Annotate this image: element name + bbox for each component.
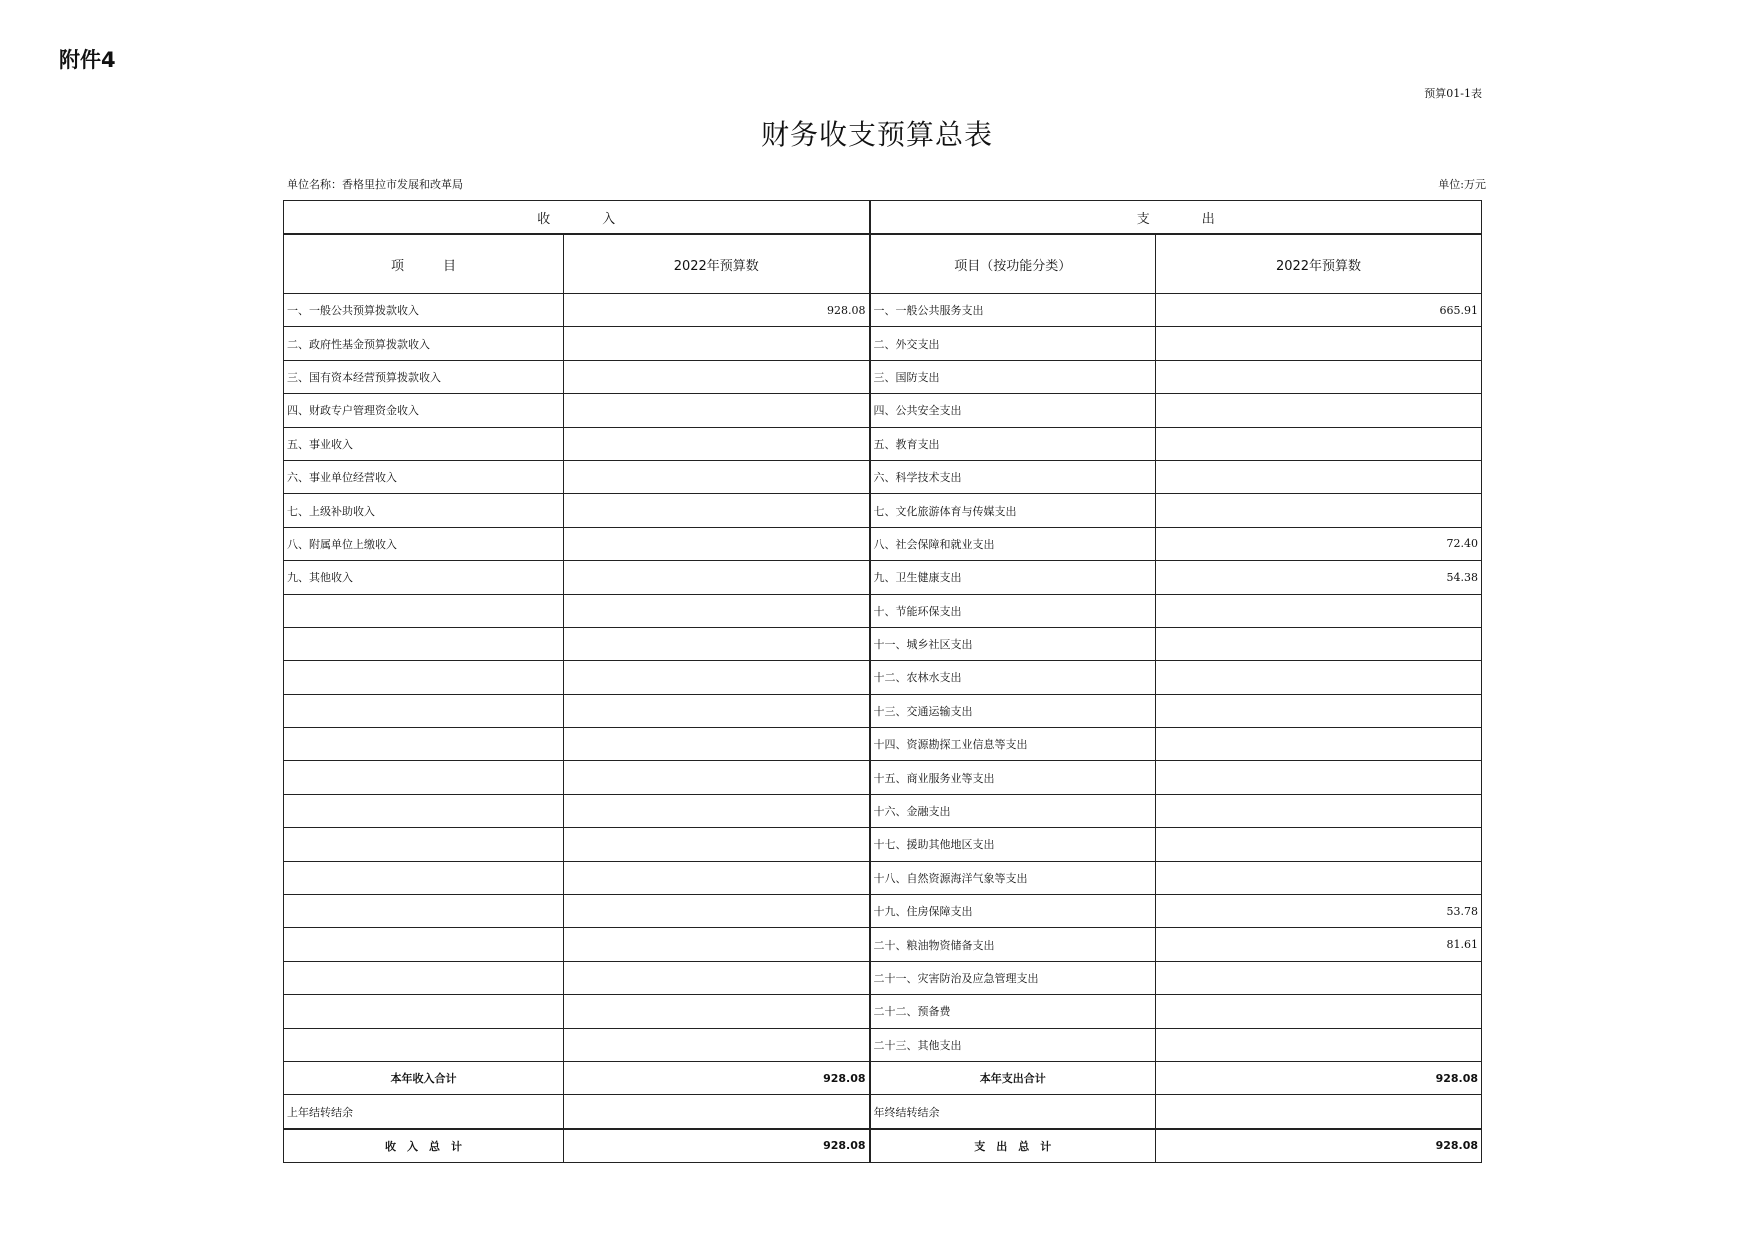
income-item-cell: 六、事业单位经营收入 [284,460,564,493]
expense-item-header: 项目（按功能分类） [870,234,1156,294]
income-value-cell [564,995,870,1028]
expense-carryover-value [1156,1095,1482,1129]
income-value-cell [564,594,870,627]
income-item-cell: 八、附属单位上缴收入 [284,527,564,560]
income-value-cell [564,527,870,560]
table-row [284,627,1482,660]
table-row [284,1028,1482,1061]
table-row [284,828,1482,861]
income-value-cell [564,661,870,694]
expense-item-cell: 十、节能环保支出 [870,594,1156,627]
income-value-cell [564,694,870,727]
income-value-cell [564,494,870,527]
income-item-cell [284,895,564,928]
expense-item-cell: 二十三、其他支出 [870,1028,1156,1061]
expense-value-cell [1156,761,1482,794]
table-row [284,327,1482,360]
income-value-cell [564,928,870,961]
expense-value-cell: 81.61 [1156,928,1482,961]
expense-value-cell [1156,661,1482,694]
income-carryover-value [564,1095,870,1129]
income-subtotal-label: 本年收入合计 [284,1061,564,1094]
expense-value-cell [1156,794,1482,827]
income-value-cell [564,961,870,994]
table-row [284,861,1482,894]
table-row [284,961,1482,994]
expense-item-cell: 八、社会保障和就业支出 [870,527,1156,560]
income-value-cell [564,360,870,393]
grand-total-row [284,1129,1482,1163]
table-row [284,928,1482,961]
income-value-cell [564,828,870,861]
income-value-cell [564,394,870,427]
expense-budget-header: 2022年预算数 [1156,234,1482,294]
expense-value-cell: 72.40 [1156,527,1482,560]
income-item-cell: 五、事业收入 [284,427,564,460]
income-item-cell [284,728,564,761]
income-grand-total-label: 收 入 总 计 [284,1129,564,1163]
expense-value-cell [1156,594,1482,627]
column-header-row [284,234,1482,294]
income-item-cell [284,794,564,827]
expense-value-cell: 53.78 [1156,895,1482,928]
expense-item-cell: 十五、商业服务业等支出 [870,761,1156,794]
table-row [284,895,1482,928]
expense-item-cell: 十一、城乡社区支出 [870,627,1156,660]
expense-item-cell: 十三、交通运输支出 [870,694,1156,727]
table-row [284,995,1482,1028]
expense-item-cell: 十八、自然资源海洋气象等支出 [870,861,1156,894]
income-item-cell [284,694,564,727]
income-value-cell [564,460,870,493]
table-row [284,694,1482,727]
income-item-cell [284,861,564,894]
expense-item-cell: 十四、资源勘探工业信息等支出 [870,728,1156,761]
income-item-cell [284,995,564,1028]
budget-table [283,200,1482,1163]
income-item-cell [284,828,564,861]
expense-section-header: 支 出 [870,201,1482,235]
form-code: 预算01-1表 [1424,87,1482,100]
unit-measure: 单位:万元 [1438,178,1486,191]
income-grand-total-value: 928.08 [564,1129,870,1163]
table-row [284,527,1482,560]
income-item-cell [284,761,564,794]
expense-grand-total-value: 928.08 [1156,1129,1482,1163]
table-row [284,494,1482,527]
expense-value-cell [1156,728,1482,761]
income-carryover-label: 上年结转结余 [284,1095,564,1129]
income-value-cell [564,627,870,660]
expense-item-cell: 十七、援助其他地区支出 [870,828,1156,861]
table-row [284,360,1482,393]
income-value-cell [564,728,870,761]
income-value-cell [564,427,870,460]
expense-item-cell: 十九、住房保障支出 [870,895,1156,928]
table-row [284,427,1482,460]
expense-item-cell: 四、公共安全支出 [870,394,1156,427]
income-item-cell [284,1028,564,1061]
expense-value-cell [1156,494,1482,527]
income-budget-header: 2022年预算数 [564,234,870,294]
expense-item-cell: 五、教育支出 [870,427,1156,460]
expense-value-cell [1156,627,1482,660]
income-section-header: 收 入 [284,201,870,235]
table-row [284,761,1482,794]
income-item-header: 项 目 [284,234,564,294]
section-header-row [284,201,1482,235]
expense-item-cell: 七、文化旅游体育与传媒支出 [870,494,1156,527]
expense-item-cell: 二十二、预备费 [870,995,1156,1028]
unit-name: 单位名称：香格里拉市发展和改革局 [287,178,463,191]
income-item-cell: 七、上级补助收入 [284,494,564,527]
income-value-cell: 928.08 [564,294,870,327]
expense-grand-total-label: 支 出 总 计 [870,1129,1156,1163]
expense-value-cell: 665.91 [1156,294,1482,327]
expense-value-cell [1156,828,1482,861]
income-value-cell [564,327,870,360]
expense-value-cell [1156,360,1482,393]
expense-item-cell: 三、国防支出 [870,360,1156,393]
income-value-cell [564,761,870,794]
income-item-cell [284,594,564,627]
table-row [284,661,1482,694]
expense-item-cell: 九、卫生健康支出 [870,561,1156,594]
income-item-cell: 三、国有资本经营预算拨款收入 [284,360,564,393]
page-title: 财务收支预算总表 [760,118,993,151]
attachment-label: 附件4 [59,48,116,72]
table-row [284,728,1482,761]
expense-carryover-label: 年终结转结余 [870,1095,1156,1129]
table-row [284,460,1482,493]
expense-value-cell [1156,995,1482,1028]
expense-subtotal-value: 928.08 [1156,1061,1482,1094]
expense-value-cell [1156,460,1482,493]
income-item-cell [284,661,564,694]
expense-value-cell [1156,861,1482,894]
table-row [284,794,1482,827]
income-value-cell [564,895,870,928]
expense-value-cell [1156,961,1482,994]
income-item-cell [284,928,564,961]
carryover-row [284,1095,1482,1129]
income-item-cell: 一、一般公共预算拨款收入 [284,294,564,327]
income-item-cell [284,627,564,660]
subtotal-row [284,1061,1482,1094]
expense-value-cell: 54.38 [1156,561,1482,594]
expense-item-cell: 一、一般公共服务支出 [870,294,1156,327]
income-subtotal-value: 928.08 [564,1061,870,1094]
income-item-cell: 四、财政专户管理资金收入 [284,394,564,427]
income-item-cell [284,961,564,994]
table-row [284,394,1482,427]
income-value-cell [564,1028,870,1061]
expense-item-cell: 六、科学技术支出 [870,460,1156,493]
table-row [284,561,1482,594]
income-value-cell [564,561,870,594]
table-row [284,594,1482,627]
expense-value-cell [1156,427,1482,460]
expense-item-cell: 十二、农林水支出 [870,661,1156,694]
expense-subtotal-label: 本年支出合计 [870,1061,1156,1094]
table-row [284,294,1482,327]
expense-value-cell [1156,394,1482,427]
income-value-cell [564,794,870,827]
income-item-cell: 九、其他收入 [284,561,564,594]
expense-item-cell: 二、外交支出 [870,327,1156,360]
income-item-cell: 二、政府性基金预算拨款收入 [284,327,564,360]
income-value-cell [564,861,870,894]
expense-value-cell [1156,1028,1482,1061]
expense-item-cell: 二十、粮油物资储备支出 [870,928,1156,961]
expense-value-cell [1156,327,1482,360]
expense-value-cell [1156,694,1482,727]
expense-item-cell: 二十一、灾害防治及应急管理支出 [870,961,1156,994]
expense-item-cell: 十六、金融支出 [870,794,1156,827]
